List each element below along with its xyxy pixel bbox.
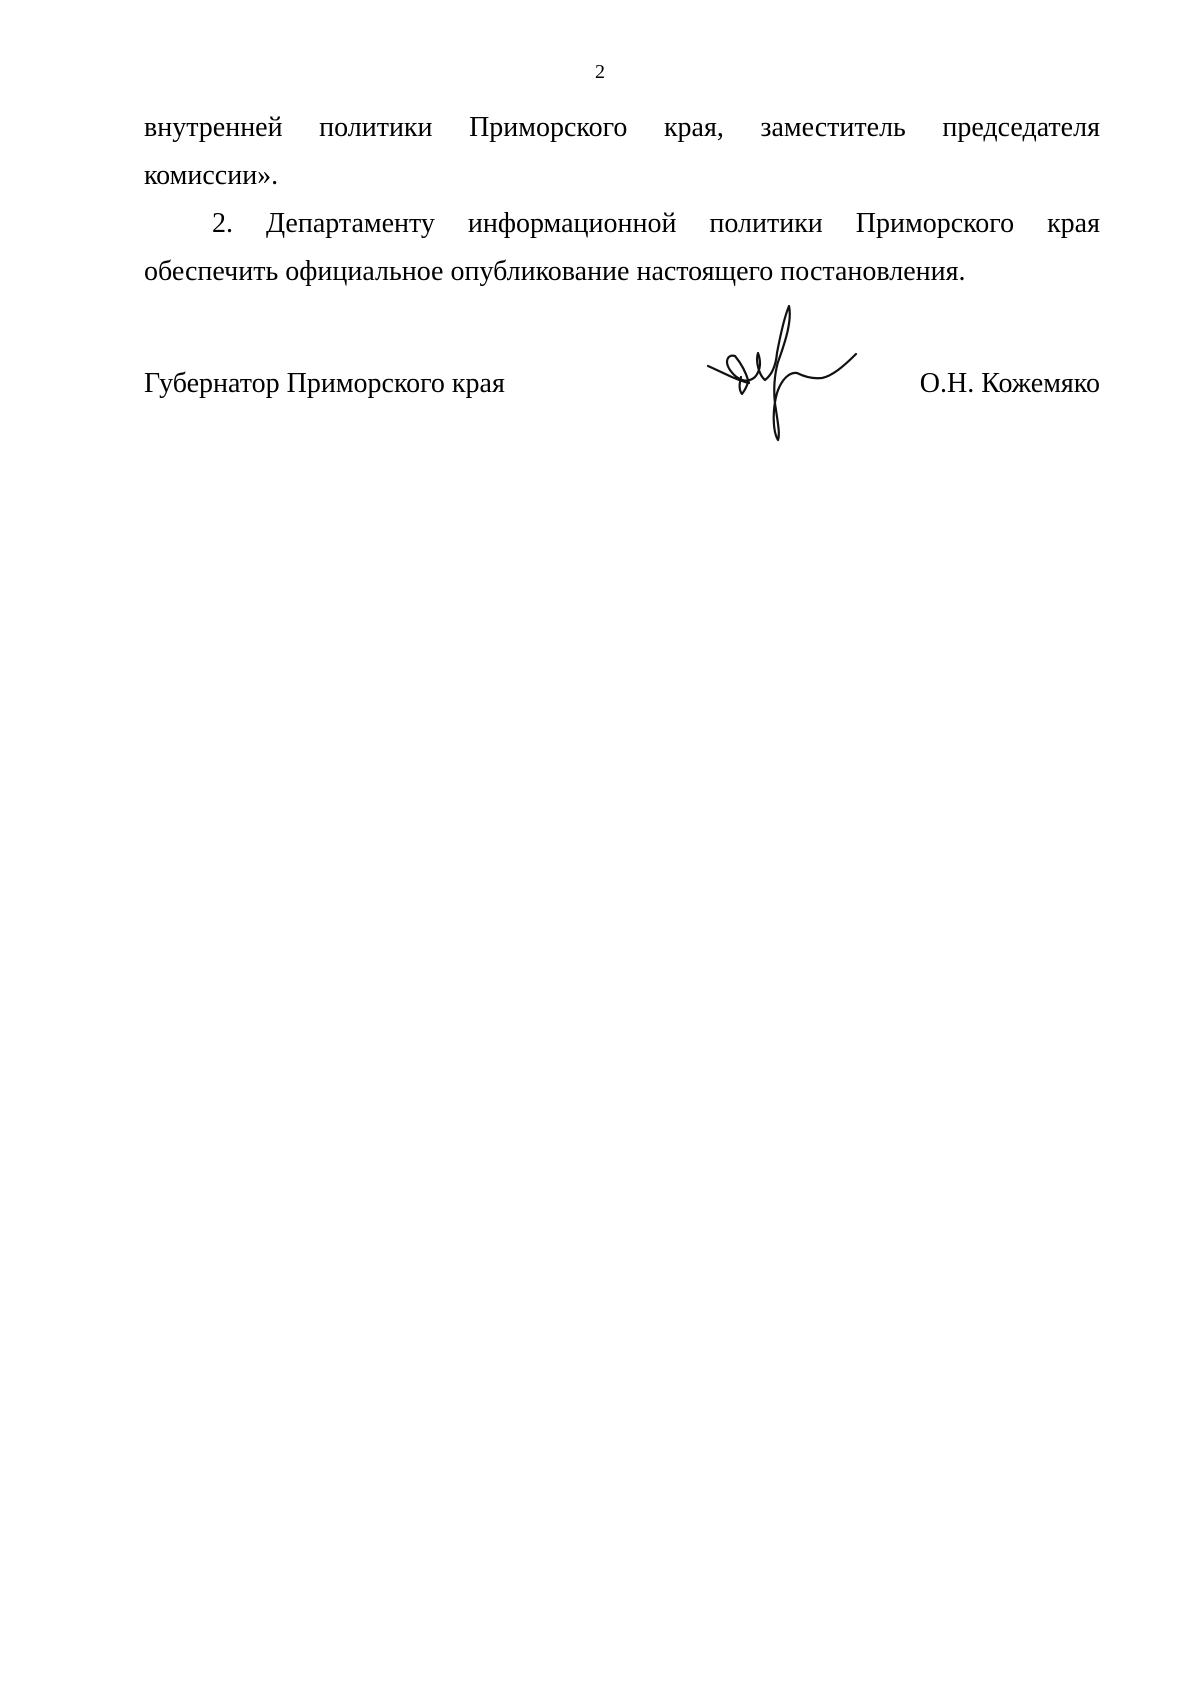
paragraph-1-word: Приморского <box>469 112 628 143</box>
paragraph-1-word: края, <box>663 112 724 143</box>
page-number: 2 <box>595 61 605 83</box>
paragraph-2-word: информационной <box>467 208 677 239</box>
paragraph-2-line-1 <box>212 206 1100 242</box>
paragraph-2-word: 2. <box>212 208 233 239</box>
paragraph-1-line-1 <box>144 110 1100 146</box>
paragraph-1-word: заместитель <box>760 112 906 143</box>
paragraph-1-word: председателя <box>942 112 1100 143</box>
paragraph-2-word: Приморского <box>855 208 1015 239</box>
signer-title: Губернатор Приморского края <box>144 368 505 399</box>
signature-block <box>144 366 1100 406</box>
paragraph-1-line-2: комиссии». <box>144 160 279 191</box>
paragraph-1-word: политики <box>319 112 433 143</box>
paragraph-2-word: Департаменту <box>265 208 435 239</box>
paragraph-2-line-2: обеспечить официальное опубликование настоящего постановления. <box>144 256 966 287</box>
paragraph-2-word: политики <box>709 208 823 239</box>
paragraph-1-word: внутренней <box>144 112 283 143</box>
signer-name: О.Н. Кожемяко <box>919 368 1100 399</box>
paragraph-2-word: края <box>1047 208 1100 239</box>
